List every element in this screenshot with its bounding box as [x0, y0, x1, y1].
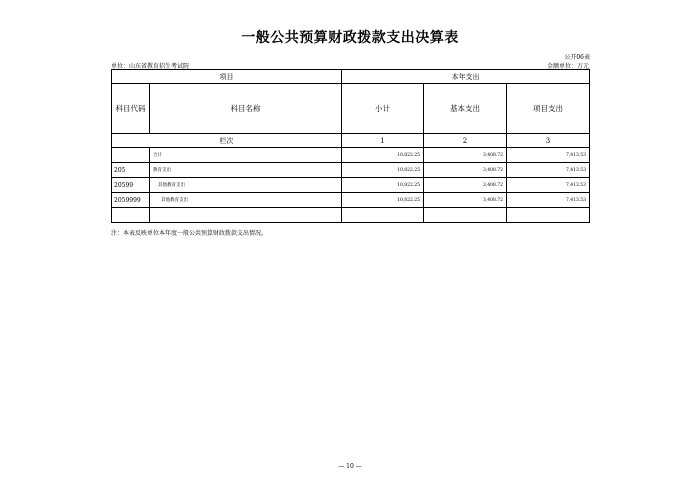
expenditure-table	[111, 69, 590, 223]
table-row	[112, 148, 590, 163]
row-code: 2059999	[112, 193, 150, 208]
row-project: 7,413.53	[507, 178, 590, 193]
table-row	[112, 163, 590, 178]
table-row	[112, 193, 590, 208]
page-number: — 10 —	[338, 463, 362, 470]
row-name	[150, 208, 342, 223]
row-subtotal: 10,822.25	[342, 148, 424, 163]
row-name: 其他教育支出	[150, 193, 342, 208]
table-note: 注：本表反映单位本年度一般公共预算财政拨款支出情况。	[111, 230, 268, 237]
row-project	[507, 208, 590, 223]
row-subtotal: 10,822.25	[342, 178, 424, 193]
header-project: 项目支出	[507, 84, 590, 134]
row-subtotal: 10,822.25	[342, 193, 424, 208]
amount-unit: 金额单位：万元	[546, 63, 589, 70]
row-subtotal	[342, 208, 424, 223]
column-index-2: 2	[424, 134, 507, 148]
header-row-1	[112, 70, 590, 84]
header-row-2	[112, 84, 590, 134]
page-title: 一般公共预算财政拨款支出决算表	[241, 30, 459, 46]
header-subtotal: 小计	[342, 84, 424, 134]
row-name: 教育支出	[150, 163, 342, 178]
header-code: 科目代码	[112, 84, 150, 134]
header-current-year: 本年支出	[342, 70, 590, 84]
row-basic: 3,408.72	[424, 148, 507, 163]
row-project: 7,413.53	[507, 163, 590, 178]
header-basic: 基本支出	[424, 84, 507, 134]
row-code: 20599	[112, 178, 150, 193]
row-name: 其他教育支出	[150, 178, 342, 193]
column-index-1: 1	[342, 134, 424, 148]
form-code: 公开06表	[564, 54, 590, 61]
row-subtotal: 10,822.25	[342, 163, 424, 178]
row-basic: 3,408.72	[424, 163, 507, 178]
header-name: 科目名称	[150, 84, 342, 134]
table-row	[112, 208, 590, 223]
column-index-label: 栏次	[112, 134, 342, 148]
column-index-3: 3	[507, 134, 590, 148]
row-basic: 3,408.72	[424, 178, 507, 193]
row-code: 205	[112, 163, 150, 178]
row-code	[112, 148, 150, 163]
row-code	[112, 208, 150, 223]
header-item: 项目	[112, 70, 342, 84]
row-basic: 3,408.72	[424, 193, 507, 208]
row-basic	[424, 208, 507, 223]
row-project: 7,413.53	[507, 193, 590, 208]
table-row	[112, 178, 590, 193]
unit-label: 单位：山东省教育招生考试院	[111, 63, 190, 70]
row-name: 合计	[150, 148, 342, 163]
row-project: 7,413.53	[507, 148, 590, 163]
column-index-row	[112, 134, 590, 148]
